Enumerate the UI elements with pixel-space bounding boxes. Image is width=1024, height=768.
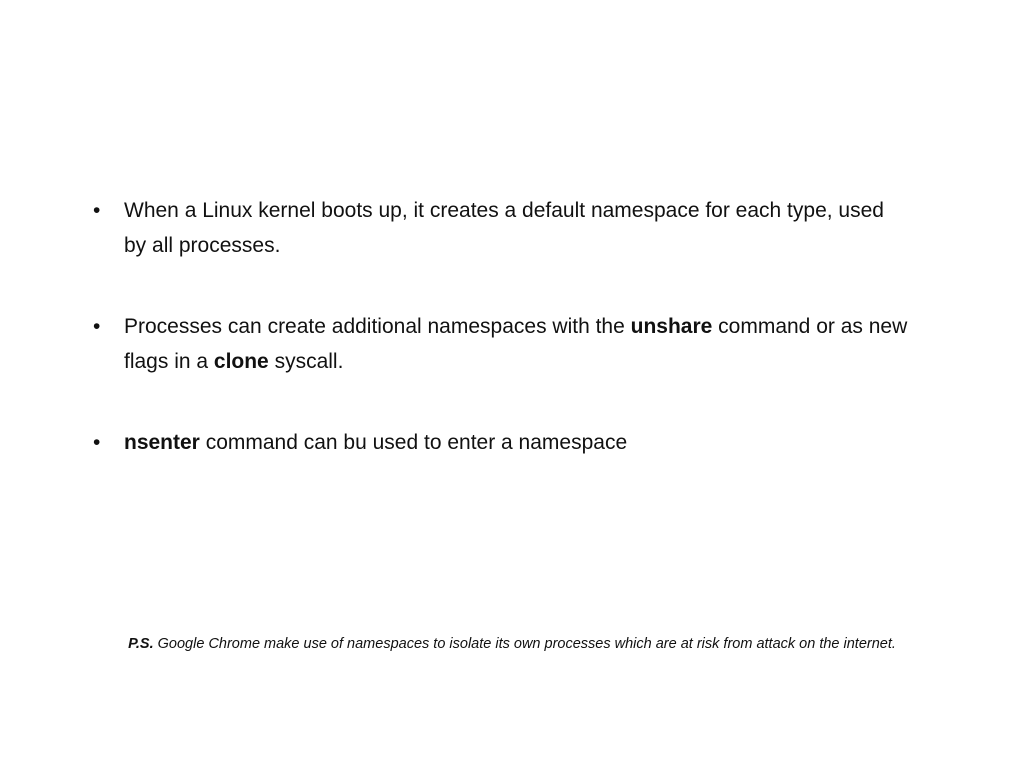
bullet-dot-icon: • xyxy=(93,315,101,338)
bullet-dot-icon: • xyxy=(93,199,101,222)
bullet-dot-icon: • xyxy=(93,431,101,454)
footnote xyxy=(80,634,944,655)
bullet-text: Processes can create additional namespaces with the xyxy=(124,315,631,338)
bullet-item-nsenter xyxy=(90,425,910,460)
keyword-clone: clone xyxy=(213,350,269,373)
bullet-text: syscall. xyxy=(268,350,344,373)
bullet-item-unshare-clone xyxy=(90,309,910,379)
bullet-text: command or as new flags in a xyxy=(124,315,908,373)
keyword-unshare: unshare xyxy=(630,315,713,338)
keyword-nsenter: nsenter xyxy=(124,431,200,454)
footnote-prefix: P.S. xyxy=(128,636,154,652)
bullet-item-default-namespace xyxy=(90,193,910,263)
bullet-text: command can bu used to enter a namespace xyxy=(199,431,628,454)
bullet-list xyxy=(90,193,910,460)
bullet-text: When a Linux kernel boots up, it creates a default namespace for each type, used by all processes. xyxy=(124,199,884,257)
footnote-text: Google Chrome make use of namespaces to isolate its own processes which are at risk from attack on the internet. xyxy=(153,636,896,652)
